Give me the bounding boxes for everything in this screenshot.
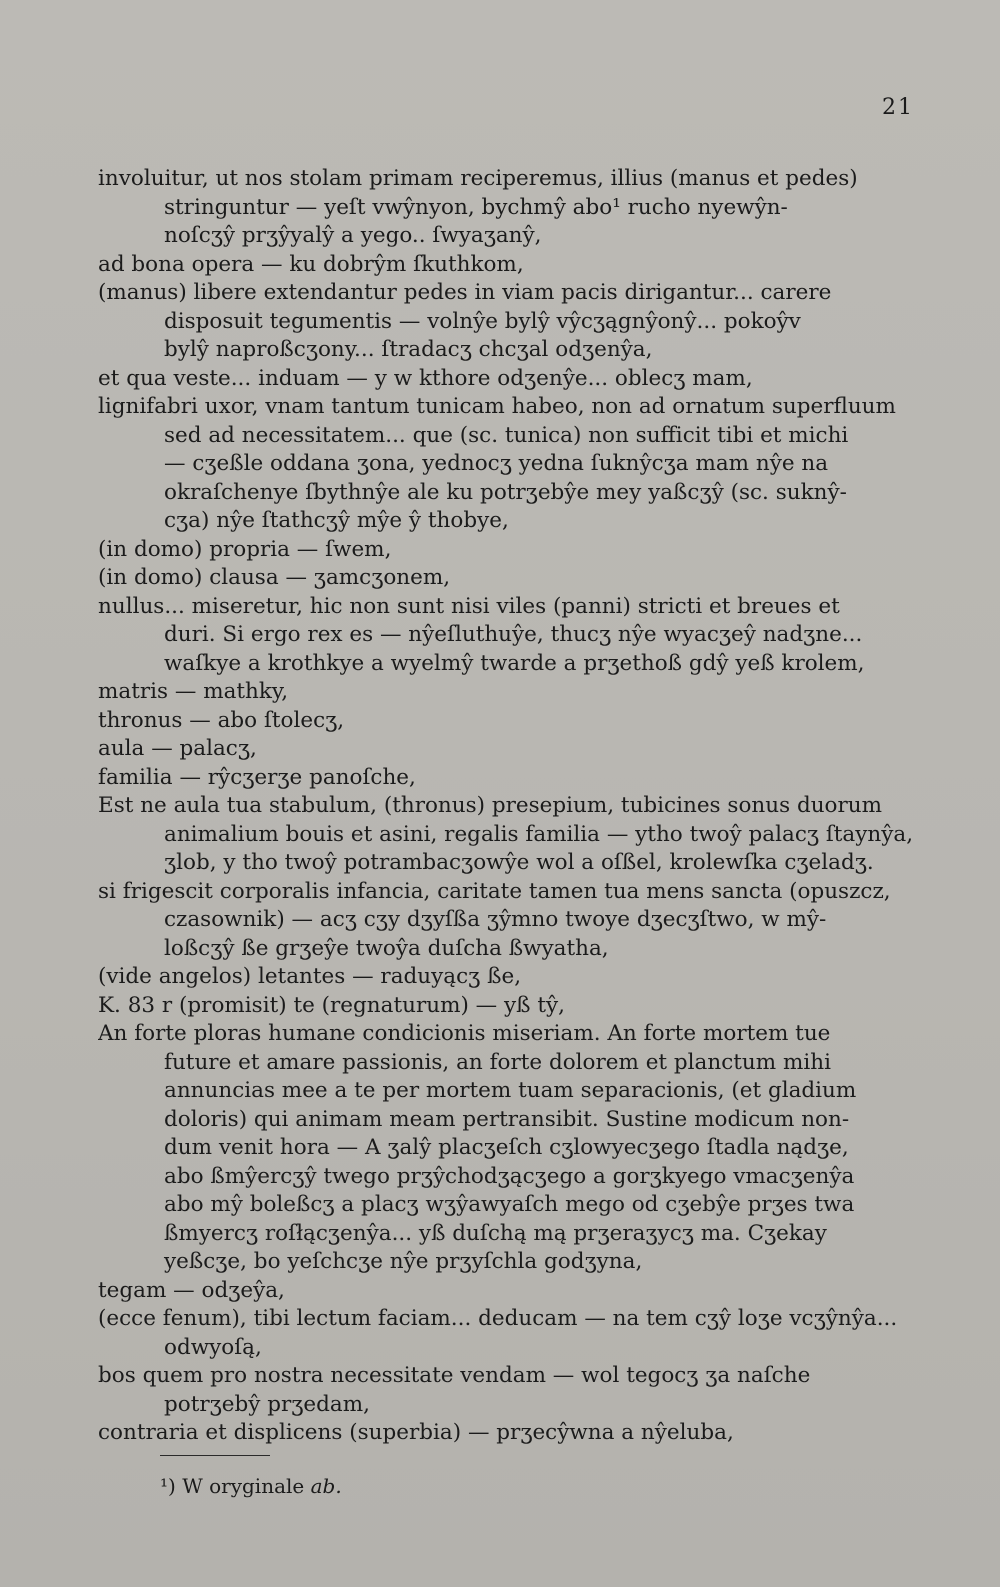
footnote-marker: ¹) — [160, 1474, 176, 1498]
text-line: bylŷ naproßcʒony... ſtradacʒ chcʒal odʒenŷa, — [164, 337, 653, 362]
text-line: tegam — odʒeŷa, — [98, 1277, 285, 1303]
text-line: abo ßmŷercʒŷ twego prʒŷchodʒącʒego a gorʒkyego vmacʒenŷa — [164, 1163, 855, 1189]
text-line: noſcʒŷ prʒŷyalŷ a yego.. ſwyaʒanŷ, — [164, 223, 542, 248]
text-line: nullus... miseretur, hic non sunt nisi viles (panni) stricti et breues et — [98, 593, 840, 619]
text-line: — cʒeßle oddana ʒona, yednocʒ yedna ſuknŷcʒa mam nŷe na — [164, 451, 829, 476]
text-line: dum venit hora — A ʒalŷ placʒeſch cʒlowyecʒego ſtadla nądʒe, — [164, 1135, 849, 1160]
text-line: potrʒebŷ prʒedam, — [164, 1391, 370, 1417]
text-line: animalium bouis et asini, regalis familia — ytho twoŷ palacʒ ſtaynŷa, — [164, 821, 913, 847]
footnote-text: W oryginale — [182, 1474, 305, 1498]
page-number: 21 — [882, 95, 914, 120]
text-line: loßcʒŷ ße grʒeŷe twoŷa duſcha ßwyatha, — [164, 935, 609, 961]
text-line: contraria et displicens (superbia) — prʒecŷwna a nŷeluba, — [98, 1420, 734, 1445]
text-line: sed ad necessitatem... que (sc. tunica) non sufficit tibi et michi — [164, 422, 849, 448]
text-line: thronus — abo ſtolecʒ, — [98, 707, 345, 733]
footnote-rule — [160, 1455, 270, 1456]
text-line: aula — palacʒ, — [98, 736, 257, 761]
text-line: annuncias mee a te per mortem tuam separacionis, (et gladium — [164, 1078, 857, 1103]
text-line: K. 83 r (promisit) te (regnaturum) — yß tŷ, — [98, 992, 565, 1018]
text-line: duri. Si ergo rex es — nŷeſluthuŷe, thucʒ nŷe wyacʒeŷ nadʒne... — [164, 622, 863, 647]
text-line: familia — rŷcʒerʒe panoſche, — [98, 764, 416, 790]
text-line: okraſchenye ſbythnŷe ale ku potrʒebŷe mey yaßcʒŷ (sc. suknŷ- — [164, 479, 847, 505]
text-line: An forte ploras humane condicionis miseriam. An forte mortem tue — [98, 1021, 831, 1046]
text-line: involuitur, ut nos stolam primam reciperemus, illius (manus et pedes) — [98, 166, 858, 191]
text-line: stringuntur — yeſt vwŷnyon, bychmŷ abo¹ rucho nyewŷn- — [164, 194, 788, 220]
text-line: yeßcʒe, bo yeſchcʒe nŷe prʒyſchla godʒyna, — [164, 1249, 643, 1274]
text-line: bos quem pro nostra necessitate vendam — wol tegocʒ ʒa naſche — [98, 1363, 811, 1388]
text-line: (ecce fenum), tibi lectum faciam... deducam — na tem cʒŷ loʒe vcʒŷnŷa... — [98, 1306, 898, 1331]
text-line: ʒlob, y tho twoŷ potrambacʒowŷe wol a oſßel, krolewſka cʒeladʒ. — [164, 850, 874, 875]
text-line: czasownik) — acʒ cʒy dʒyſßa ʒŷmno twoye dʒecʒſtwo, w mŷ- — [164, 907, 827, 932]
footnote — [160, 1474, 342, 1498]
text-line: lignifabri uxor, vnam tantum tunicam habeo, non ad ornatum superfluum — [98, 394, 896, 419]
text-line: (in domo) propria — ſwem, — [98, 536, 392, 562]
text-line: future et amare passionis, an forte dolorem et planctum mihi — [164, 1049, 831, 1075]
text-line: si frigescit corporalis infancia, caritate tamen tua mens sancta (opuszcz, — [98, 878, 891, 904]
text-line: (manus) libere extendantur pedes in viam pacis dirigantur... carere — [98, 280, 832, 305]
text-line: cʒa) nŷe ſtathcʒŷ mŷe ŷ thobye, — [164, 508, 509, 533]
text-line: disposuit tegumentis — volnŷe bylŷ vŷcʒągnŷonŷ... pokoŷv — [164, 308, 801, 334]
text-line: waſkye a krothkye a wyelmŷ twarde a prʒethoß gdŷ yeß krolem, — [164, 650, 865, 676]
text-line: et qua veste... induam — y w kthore odʒenŷe... oblecʒ mam, — [98, 365, 753, 391]
text-line: ad bona opera — ku dobrŷm ſkuthkom, — [98, 251, 524, 277]
text-line: doloris) qui animam meam pertransibit. Sustine modicum non- — [164, 1106, 850, 1132]
footnote-italic: ab. — [310, 1474, 342, 1498]
text-line: ßmyercʒ roſłącʒenŷa... yß duſchą mą prʒeraʒycʒ ma. Cʒekay — [164, 1220, 827, 1246]
text-line: Est ne aula tua stabulum, (thronus) presepium, tubicines sonus duorum — [98, 793, 883, 818]
text-line: abo mŷ boleßcʒ a placʒ wʒŷawyaſch mego od cʒebŷe prʒes twa — [164, 1192, 855, 1217]
text-line: odwyoſą, — [164, 1334, 262, 1360]
text-body — [98, 165, 913, 1448]
text-line: matris — mathky, — [98, 679, 289, 704]
text-line: (vide angelos) letantes — raduyącʒ ße, — [98, 964, 522, 989]
text-line: (in domo) clausa — ʒamcʒonem, — [98, 565, 451, 590]
